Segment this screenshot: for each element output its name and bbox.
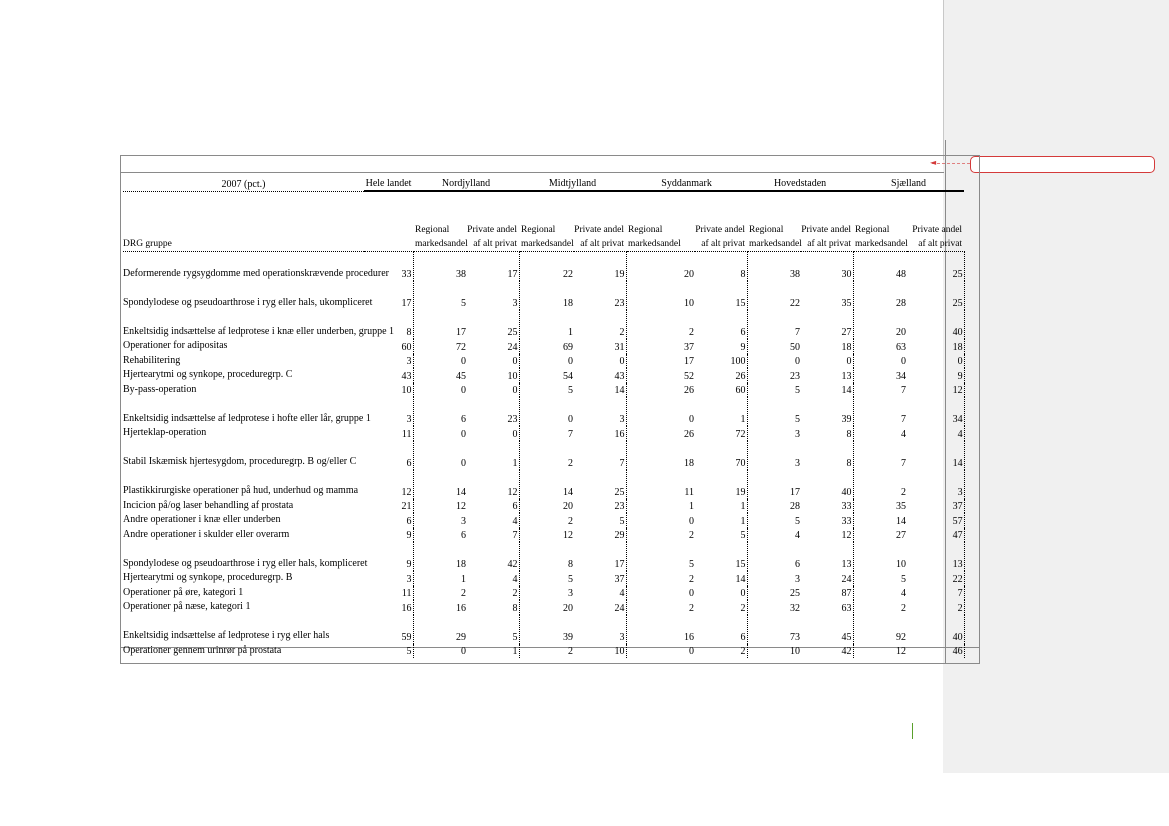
value-cell: 10 — [790, 646, 801, 657]
value-cell: 12 — [907, 383, 964, 398]
region-header-sjaelland: Sjælland — [853, 174, 964, 191]
drg-group-label: Enkeltsidig indsættelse af ledprotese i knæ eller underben, gruppe 1 — [123, 325, 395, 337]
value-cell: 16 — [364, 600, 413, 615]
region-header-hele-landet: Hele landet — [364, 174, 413, 191]
value-cell: 28 — [896, 298, 907, 309]
value-cell: 7 — [574, 441, 626, 470]
value-cell: 24 — [467, 339, 519, 354]
sub-header-private: Private andel af alt privat — [695, 225, 746, 249]
value-cell: 14 — [563, 486, 574, 498]
value-cell: 23 — [790, 370, 801, 382]
value-cell: 5 — [574, 513, 626, 528]
value-cell: 10 — [467, 368, 519, 383]
value-cell: 9 — [695, 339, 747, 354]
drg-group-label: By-pass-operation — [123, 383, 197, 395]
value-cell: 14 — [574, 383, 626, 398]
value-cell: 17 — [413, 310, 467, 339]
value-cell: 1 — [695, 397, 747, 426]
value-cell: 1 — [689, 501, 695, 512]
table-row — [123, 513, 964, 528]
value-cell: 54 — [563, 370, 574, 382]
value-cell: 35 — [801, 281, 853, 310]
value-cell: 0 — [689, 414, 695, 425]
value-cell: 23 — [574, 499, 626, 514]
value-cell: 10 — [684, 298, 695, 309]
value-cell: 45 — [801, 615, 853, 644]
table-row — [123, 528, 964, 543]
value-cell: 6 — [795, 559, 801, 570]
value-cell: 20 — [563, 602, 574, 614]
sub-header-regional: Regional markedsandel — [415, 225, 468, 249]
drg-group-label: Operationer på næse, kategori 1 — [123, 601, 251, 612]
value-cell: 17 — [467, 252, 519, 282]
value-cell: 33 — [801, 513, 853, 528]
value-cell: 37 — [684, 341, 695, 353]
value-cell: 39 — [563, 631, 574, 643]
table-row — [123, 354, 964, 369]
value-cell: 2 — [907, 600, 964, 615]
value-cell: 16 — [413, 600, 467, 615]
region-header-syddanmark: Syddanmark — [626, 174, 747, 191]
value-cell: 37 — [574, 571, 626, 586]
sub-header-private: Private andel af alt privat — [467, 225, 518, 249]
value-cell: 0 — [689, 646, 695, 657]
value-cell: 12 — [801, 528, 853, 543]
value-cell: 42 — [801, 644, 853, 659]
drg-group-label: Hjertearytmi og synkope, proceduregrp. B — [123, 572, 293, 583]
value-cell: 37 — [907, 499, 964, 514]
value-cell: 4 — [795, 530, 801, 541]
value-cell: 40 — [907, 615, 964, 644]
value-cell: 5 — [568, 573, 574, 585]
value-cell: 27 — [801, 310, 853, 339]
value-cell: 18 — [907, 339, 964, 354]
value-cell: 72 — [695, 426, 747, 441]
value-cell: 10 — [896, 559, 907, 570]
value-cell: 63 — [801, 600, 853, 615]
value-cell: 38 — [747, 252, 801, 282]
value-cell: 3 — [795, 457, 801, 469]
value-cell: 23 — [467, 397, 519, 426]
value-cell: 8 — [801, 426, 853, 441]
value-cell: 9 — [364, 528, 413, 543]
value-cell: 1 — [467, 644, 519, 659]
value-cell: 17 — [574, 542, 626, 571]
value-cell: 30 — [801, 252, 853, 282]
value-cell: 0 — [467, 383, 519, 398]
table-row — [123, 368, 964, 383]
drg-group-label: Stabil Iskæmisk hjertesygdom, proceduregrp. B og/eller C — [123, 456, 357, 467]
value-cell: 17 — [684, 356, 695, 367]
value-cell: 27 — [896, 530, 907, 541]
value-cell: 19 — [574, 252, 626, 282]
value-cell: 43 — [364, 368, 413, 383]
value-cell: 7 — [795, 327, 801, 338]
value-cell: 2 — [568, 515, 574, 527]
value-cell: 60 — [695, 383, 747, 398]
value-cell: 2 — [695, 600, 747, 615]
value-cell: 87 — [801, 586, 853, 601]
value-cell: 6 — [364, 513, 413, 528]
value-cell: 3 — [574, 397, 626, 426]
text-cursor — [912, 723, 913, 739]
value-cell: 0 — [907, 354, 964, 369]
value-cell: 0 — [689, 515, 695, 527]
value-cell: 19 — [695, 470, 747, 499]
value-cell: 5 — [568, 385, 574, 396]
margin-edge-line — [943, 0, 944, 160]
value-cell: 24 — [574, 600, 626, 615]
frame-top-rule — [121, 172, 944, 173]
value-cell: 18 — [684, 457, 695, 469]
drg-market-share-table — [123, 174, 965, 658]
value-cell: 21 — [364, 499, 413, 514]
value-cell: 6 — [695, 615, 747, 644]
value-cell: 8 — [568, 559, 574, 570]
value-cell: 4 — [467, 571, 519, 586]
sub-header-regional: Regional markedsandel — [749, 225, 802, 249]
value-cell: 20 — [626, 252, 695, 282]
value-cell: 12 — [467, 470, 519, 499]
table-row — [123, 470, 964, 499]
value-cell: 38 — [413, 252, 467, 282]
value-cell: 57 — [907, 513, 964, 528]
value-cell: 1 — [695, 513, 747, 528]
drg-group-label: Hjertearytmi og synkope, proceduregrp. C — [123, 369, 293, 380]
value-cell: 0 — [801, 354, 853, 369]
value-cell: 13 — [801, 368, 853, 383]
sub-header-private: Private andel af alt privat — [912, 225, 963, 249]
value-cell: 8 — [801, 441, 853, 470]
value-cell: 17 — [364, 281, 413, 310]
value-cell: 25 — [574, 470, 626, 499]
value-cell: 0 — [467, 426, 519, 441]
value-cell: 7 — [901, 457, 907, 469]
value-cell: 14 — [896, 515, 907, 527]
value-cell: 5 — [795, 385, 801, 396]
table-row — [123, 441, 964, 470]
value-cell: 3 — [907, 470, 964, 499]
value-cell: 8 — [695, 252, 747, 282]
value-cell: 11 — [364, 586, 413, 601]
value-cell: 5 — [795, 414, 801, 425]
value-cell: 31 — [574, 339, 626, 354]
value-cell: 5 — [901, 573, 907, 585]
value-cell: 33 — [801, 499, 853, 514]
drg-group-label: Deformerende rygsygdomme med operationskrævende procedurer — [123, 267, 390, 279]
value-cell: 0 — [568, 414, 574, 425]
value-cell: 8 — [364, 310, 413, 339]
blank-header-cell — [364, 191, 413, 252]
value-cell: 40 — [801, 470, 853, 499]
table-row — [123, 586, 964, 601]
table-row — [123, 383, 964, 398]
value-cell: 50 — [790, 341, 801, 353]
value-cell: 46 — [907, 644, 964, 659]
value-cell: 10 — [364, 383, 413, 398]
value-cell: 22 — [790, 298, 801, 309]
value-cell: 2 — [901, 486, 907, 498]
value-cell: 40 — [907, 310, 964, 339]
region-header-nordjylland: Nordjylland — [413, 174, 519, 191]
value-cell: 2 — [568, 457, 574, 469]
value-cell: 0 — [695, 586, 747, 601]
value-cell: 12 — [413, 499, 467, 514]
value-cell: 3 — [364, 397, 413, 426]
value-cell: 0 — [413, 354, 467, 369]
drg-group-label: Spondylodese og pseudoarthrose i ryg eller hals, kompliceret — [123, 557, 368, 569]
value-cell: 5 — [689, 559, 695, 570]
value-cell: 6 — [467, 499, 519, 514]
value-cell: 29 — [574, 528, 626, 543]
value-cell: 2 — [689, 573, 695, 585]
table-row — [123, 644, 964, 659]
value-cell: 25 — [467, 310, 519, 339]
value-cell: 59 — [364, 615, 413, 644]
table-row — [123, 397, 964, 426]
value-cell: 25 — [790, 588, 801, 599]
drg-group-label: Andre operationer i skulder eller overarm — [123, 528, 290, 540]
value-cell: 7 — [901, 385, 907, 396]
value-cell: 43 — [574, 368, 626, 383]
drg-group-label: Hjerteklap-operation — [123, 427, 207, 438]
value-cell: 3 — [795, 573, 801, 585]
value-cell: 3 — [467, 281, 519, 310]
sub-header-private: Private andel af alt privat — [574, 225, 625, 249]
value-cell: 22 — [519, 252, 574, 282]
value-cell: 6 — [364, 441, 413, 470]
drg-group-label: Rehabilitering — [123, 354, 181, 366]
value-cell: 4 — [467, 513, 519, 528]
drg-group-label: Operationer gennem urinrør på prostata — [123, 644, 282, 656]
value-cell: 23 — [574, 281, 626, 310]
value-cell: 2 — [689, 602, 695, 614]
value-cell: 1 — [413, 571, 467, 586]
value-cell: 20 — [563, 501, 574, 512]
drg-group-header: DRG gruppe — [123, 191, 364, 252]
value-cell: 3 — [574, 615, 626, 644]
value-cell: 2 — [695, 644, 747, 659]
value-cell: 0 — [413, 441, 467, 470]
value-cell: 2 — [574, 310, 626, 339]
value-cell: 12 — [364, 470, 413, 499]
value-cell: 9 — [907, 368, 964, 383]
region-header-hovedstaden: Hovedstaden — [747, 174, 853, 191]
value-cell: 13 — [801, 542, 853, 571]
value-cell: 45 — [413, 368, 467, 383]
value-cell: 26 — [684, 385, 695, 396]
value-cell: 73 — [790, 631, 801, 643]
value-cell: 0 — [901, 356, 907, 367]
comment-balloon[interactable] — [970, 156, 1155, 173]
value-cell: 7 — [907, 586, 964, 601]
value-cell: 1 — [568, 327, 574, 338]
value-cell: 4 — [901, 428, 907, 440]
drg-group-label: Spondylodese og pseudoarthrose i ryg eller hals, ukompliceret — [123, 296, 373, 308]
value-cell: 33 — [364, 252, 413, 282]
value-cell: 0 — [467, 354, 519, 369]
value-cell: 16 — [574, 426, 626, 441]
value-cell: 6 — [413, 397, 467, 426]
table-row — [123, 310, 964, 339]
value-cell: 2 — [901, 602, 907, 614]
value-cell: 39 — [801, 397, 853, 426]
value-cell: 7 — [568, 428, 574, 440]
drg-group-label: Plastikkirurgiske operationer på hud, underhud og mamma — [123, 485, 359, 496]
value-cell: 2 — [689, 327, 695, 338]
table-row — [123, 571, 964, 586]
value-cell: 5 — [695, 528, 747, 543]
value-cell: 24 — [801, 571, 853, 586]
value-cell: 72 — [413, 339, 467, 354]
sub-header-regional: Regional markedsandel — [628, 225, 681, 249]
value-cell: 42 — [467, 542, 519, 571]
value-cell: 0 — [413, 426, 467, 441]
value-cell: 14 — [801, 383, 853, 398]
value-cell: 2 — [568, 646, 574, 657]
value-cell: 15 — [695, 281, 747, 310]
drg-group-label: Andre operationer i knæ eller underben — [123, 514, 281, 525]
value-cell: 34 — [896, 370, 907, 382]
value-cell: 5 — [467, 615, 519, 644]
comment-anchor-arrow-icon: ◄ — [930, 158, 937, 167]
value-cell: 1 — [695, 499, 747, 514]
value-cell: 3 — [795, 428, 801, 440]
sub-header-regional: Regional markedsandel — [855, 225, 908, 249]
value-cell: 10 — [574, 644, 626, 659]
drg-group-label: Operationer for adipositas — [123, 340, 228, 351]
value-cell: 2 — [413, 586, 467, 601]
table-row — [123, 542, 964, 571]
value-cell: 0 — [413, 383, 467, 398]
value-cell: 14 — [907, 441, 964, 470]
year-label: 2007 (pct.) — [123, 174, 364, 191]
value-cell: 8 — [467, 600, 519, 615]
value-cell: 0 — [689, 588, 695, 599]
value-cell: 14 — [695, 571, 747, 586]
table-row — [123, 339, 964, 354]
value-cell: 92 — [896, 631, 907, 643]
value-cell: 4 — [574, 586, 626, 601]
value-cell: 60 — [364, 339, 413, 354]
value-cell: 100 — [695, 354, 747, 369]
value-cell: 25 — [907, 252, 964, 282]
value-cell: 5 — [795, 515, 801, 527]
table-row — [123, 426, 964, 441]
value-cell: 6 — [695, 310, 747, 339]
value-cell: 18 — [801, 339, 853, 354]
value-cell: 9 — [364, 542, 413, 571]
value-cell: 1 — [467, 441, 519, 470]
table-row — [123, 615, 964, 644]
table-row — [123, 281, 964, 310]
value-cell: 17 — [790, 486, 801, 498]
value-cell: 2 — [467, 586, 519, 601]
value-cell: 11 — [684, 486, 695, 498]
value-cell: 52 — [684, 370, 695, 382]
value-cell: 0 — [413, 644, 467, 659]
value-cell: 4 — [907, 426, 964, 441]
value-cell: 47 — [907, 528, 964, 543]
value-cell: 12 — [563, 530, 574, 541]
value-cell: 13 — [907, 542, 964, 571]
value-cell: 3 — [364, 354, 413, 369]
value-cell: 20 — [896, 327, 907, 338]
value-cell: 32 — [790, 602, 801, 614]
value-cell: 18 — [413, 542, 467, 571]
value-cell: 35 — [896, 501, 907, 512]
value-cell: 70 — [695, 441, 747, 470]
value-cell: 7 — [901, 414, 907, 425]
value-cell: 7 — [467, 528, 519, 543]
drg-group-label: Enkeltsidig indsættelse af ledprotese i ryg eller hals — [123, 630, 330, 641]
value-cell: 16 — [684, 631, 695, 643]
sub-header-row — [123, 191, 964, 252]
drg-group-label: Incicion på/og laser behandling af prostata — [123, 499, 294, 511]
value-cell: 12 — [896, 646, 907, 657]
sub-header-regional: Regional markedsandel — [521, 225, 574, 249]
value-cell: 3 — [568, 588, 574, 599]
value-cell: 22 — [907, 571, 964, 586]
value-cell: 5 — [364, 644, 413, 659]
value-cell: 11 — [364, 426, 413, 441]
value-cell: 3 — [364, 571, 413, 586]
value-cell: 26 — [695, 368, 747, 383]
value-cell: 4 — [901, 588, 907, 599]
value-cell: 3 — [413, 513, 467, 528]
value-cell: 0 — [574, 354, 626, 369]
value-cell: 29 — [413, 615, 467, 644]
value-cell: 15 — [695, 542, 747, 571]
value-cell: 28 — [790, 501, 801, 512]
region-header-row — [123, 174, 964, 191]
value-cell: 34 — [907, 397, 964, 426]
value-cell: 63 — [896, 341, 907, 353]
value-cell: 25 — [907, 281, 964, 310]
value-cell: 2 — [689, 530, 695, 541]
value-cell: 0 — [795, 356, 801, 367]
value-cell: 0 — [568, 356, 574, 367]
drg-group-label: Operationer på øre, kategori 1 — [123, 586, 244, 598]
table-row — [123, 600, 964, 615]
value-cell: 14 — [413, 470, 467, 499]
table-row — [123, 499, 964, 514]
region-header-midtjylland: Midtjylland — [519, 174, 626, 191]
value-cell: 48 — [853, 252, 907, 282]
value-cell: 5 — [413, 281, 467, 310]
drg-group-label: Enkeltsidig indsættelse af ledprotese i hofte eller lår, gruppe 1 — [123, 412, 371, 424]
value-cell: 26 — [684, 428, 695, 440]
value-cell: 6 — [413, 528, 467, 543]
table-row — [123, 252, 964, 282]
sub-header-private: Private andel af alt privat — [801, 225, 852, 249]
value-cell: 69 — [563, 341, 574, 353]
value-cell: 18 — [563, 298, 574, 309]
